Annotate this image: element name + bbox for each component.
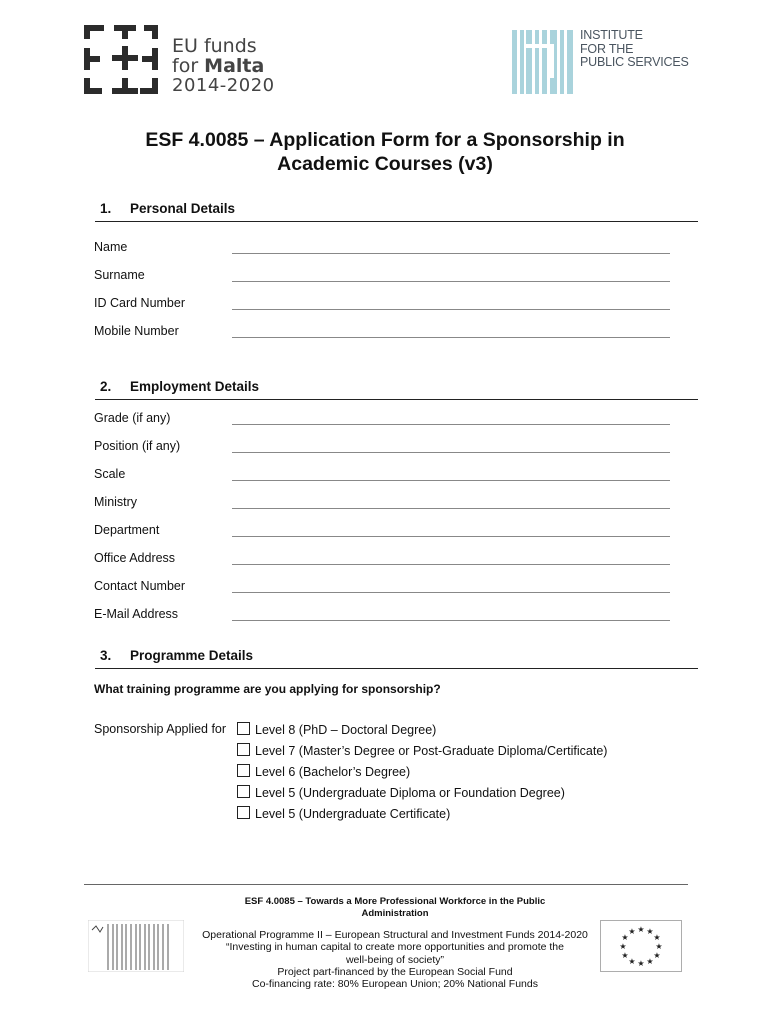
contact-number-input-line[interactable] [232, 592, 670, 593]
svg-text:★: ★ [621, 951, 629, 960]
section-number: 3. [100, 648, 112, 663]
title-line2: Academic Courses (v3) [277, 153, 493, 175]
field-label-ministry: Ministry [94, 495, 138, 509]
document-title [0, 128, 770, 176]
scale-input-line[interactable] [232, 480, 670, 481]
eu-logo-line1: EU funds [172, 35, 257, 57]
footer-line5: Co-financing rate: 80% European Union; 20% National Funds [251, 978, 538, 991]
mobile-input-line[interactable] [232, 337, 670, 338]
email-input-line[interactable] [232, 620, 670, 621]
footer-bold-line1: ESF 4.0085 – Towards a More Professional Workforce in the Public [244, 896, 546, 907]
field-label-department: Department [94, 523, 160, 537]
footer-bold-line2: Administration [361, 908, 429, 919]
section-number: 2. [100, 379, 112, 394]
svg-text:★: ★ [628, 957, 636, 966]
ips-logo-text [580, 29, 689, 70]
office-address-input-line[interactable] [232, 564, 670, 565]
svg-text:★: ★ [637, 959, 645, 968]
svg-text:★: ★ [653, 933, 661, 942]
section-heading-employment [95, 379, 698, 400]
option-level-7[interactable] [237, 743, 607, 758]
ips-logo-line2: FOR THE [580, 41, 634, 56]
section-heading-programme [95, 648, 698, 669]
field-label-office-address: Office Address [94, 551, 176, 565]
grade-input-line[interactable] [232, 424, 670, 425]
checkbox[interactable] [237, 785, 250, 798]
eu-logo-line2: for Malta [172, 55, 265, 77]
ips-logo-line1: INSTITUTE [580, 28, 643, 42]
ips-logo-line3: PUBLIC SERVICES [580, 55, 689, 69]
option-label: Level 8 (PhD – Doctoral Degree) [255, 723, 437, 737]
field-label-email: E-Mail Address [94, 607, 179, 621]
option-level-6[interactable] [237, 764, 410, 779]
footer-line1: Operational Programme II – European Structural and Investment Funds 2014-2020 [202, 929, 588, 941]
ministry-input-line[interactable] [232, 508, 670, 509]
footer-funding-text [190, 929, 600, 990]
field-label-grade: Grade (if any) [94, 411, 171, 425]
footer-line4: Project part-financed by the European Social Fund [277, 965, 513, 978]
footer-line3: well-being of society” [345, 953, 445, 966]
checkbox[interactable] [237, 743, 250, 756]
position-input-line[interactable] [232, 452, 670, 453]
option-level-8[interactable] [237, 722, 436, 737]
section-label: Programme Details [130, 648, 254, 663]
field-label-name: Name [94, 240, 128, 254]
id-card-input-line[interactable] [232, 309, 670, 310]
checkbox[interactable] [237, 722, 250, 735]
eu-funds-logo-text [172, 36, 275, 96]
option-label: Level 7 (Master’s Degree or Post-Graduate Diploma/Certificate) [255, 744, 608, 758]
footer-project-title [200, 896, 590, 920]
svg-text:★: ★ [619, 942, 627, 951]
footer-line2: “Investing in human capital to create more opportunities and promote the [226, 941, 564, 954]
department-input-line[interactable] [232, 536, 670, 537]
field-label-surname: Surname [94, 268, 145, 282]
section-number: 1. [100, 201, 112, 216]
field-label-id-card: ID Card Number [94, 296, 185, 310]
field-label-scale: Scale [94, 467, 126, 481]
field-label-mobile: Mobile Number [94, 324, 179, 338]
svg-text:★: ★ [628, 927, 636, 936]
footer-divider [84, 884, 688, 885]
svg-text:★: ★ [655, 942, 663, 951]
svg-text:★: ★ [646, 957, 654, 966]
surname-input-line[interactable] [232, 281, 670, 282]
field-label-position: Position (if any) [94, 439, 181, 453]
svg-text:★: ★ [646, 927, 654, 936]
section-label: Personal Details [130, 201, 236, 216]
programme-question: What training programme are you applying for sponsorship? [94, 682, 441, 696]
checkbox[interactable] [237, 806, 250, 819]
svg-text:★: ★ [653, 951, 661, 960]
section-heading-personal [95, 201, 698, 222]
name-input-line[interactable] [232, 253, 670, 254]
eu-flag-icon [600, 920, 682, 972]
title-line1: ESF 4.0085 – Application Form for a Sponsorship in [145, 129, 625, 151]
barcode-logo [88, 920, 184, 972]
svg-text:★: ★ [621, 933, 629, 942]
option-level-5-diploma[interactable] [237, 785, 565, 800]
option-label: Level 5 (Undergraduate Certificate) [255, 807, 451, 821]
option-label: Level 5 (Undergraduate Diploma or Foundation Degree) [255, 786, 565, 800]
sponsorship-applied-label: Sponsorship Applied for [94, 722, 227, 736]
svg-text:★: ★ [637, 925, 645, 934]
option-label: Level 6 (Bachelor’s Degree) [255, 765, 411, 779]
field-label-contact-number: Contact Number [94, 579, 186, 593]
checkbox[interactable] [237, 764, 250, 777]
eu-logo-line3: 2014-2020 [172, 75, 275, 96]
section-label: Employment Details [130, 379, 260, 394]
option-level-5-certificate[interactable] [237, 806, 450, 821]
